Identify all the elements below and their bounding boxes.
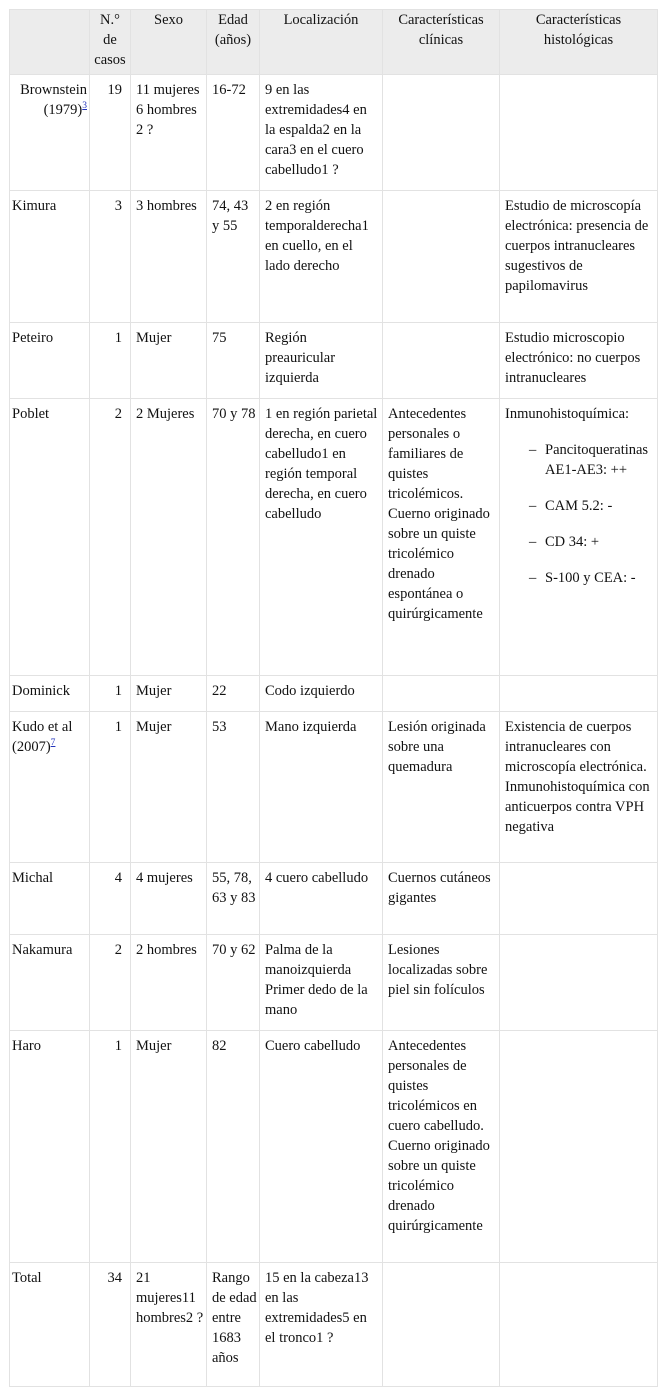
author-cell: Poblet bbox=[10, 399, 90, 676]
table-row bbox=[10, 712, 658, 863]
cases-cell: 2 bbox=[90, 399, 131, 676]
location-cell: Palma de la manoizquierda Primer dedo de la mano bbox=[260, 935, 383, 1031]
header-localizacion: Localización bbox=[260, 10, 383, 75]
histology-cell: Estudio microscopio electrónico: no cuerpos intranucleares bbox=[500, 323, 658, 399]
histology-list-item: – CAM 5.2: - bbox=[529, 496, 655, 516]
clinical-cell bbox=[383, 323, 500, 399]
table-row bbox=[10, 191, 658, 323]
location-cell: Región preauricular izquierda bbox=[260, 323, 383, 399]
sex-cell: Mujer bbox=[131, 676, 207, 712]
histology-cell bbox=[500, 75, 658, 191]
header-edad: Edad (años) bbox=[207, 10, 260, 75]
table-row bbox=[10, 323, 658, 399]
author-cell: Nakamura bbox=[10, 935, 90, 1031]
sex-cell: 3 hombres bbox=[131, 191, 207, 323]
header-row bbox=[10, 10, 658, 75]
age-cell: 70 y 62 bbox=[207, 935, 260, 1031]
clinical-cell: Lesión originada sobre una quemadura bbox=[383, 712, 500, 863]
location-cell: Mano izquierda bbox=[260, 712, 383, 863]
table-row bbox=[10, 935, 658, 1031]
header-histologicas: Características histológicas bbox=[500, 10, 658, 75]
location-cell: 4 cuero cabelludo bbox=[260, 863, 383, 935]
age-cell: 75 bbox=[207, 323, 260, 399]
histology-cell bbox=[500, 399, 658, 676]
sex-cell: Mujer bbox=[131, 1031, 207, 1263]
age-cell: 16-72 bbox=[207, 75, 260, 191]
table-row bbox=[10, 676, 658, 712]
cases-cell: 1 bbox=[90, 712, 131, 863]
histology-cell bbox=[500, 676, 658, 712]
location-cell: 9 en las extremidades4 en la espalda2 en la cara3 en el cuero cabelludo1 ? bbox=[260, 75, 383, 191]
table-row bbox=[10, 863, 658, 935]
clinical-cell: Lesiones localizadas sobre piel sin folículos bbox=[383, 935, 500, 1031]
author-name: Brownstein (1979) bbox=[20, 82, 87, 118]
author-cell: Total bbox=[10, 1263, 90, 1387]
sex-cell: Mujer bbox=[131, 323, 207, 399]
histology-cell bbox=[500, 1263, 658, 1387]
location-cell: Codo izquierdo bbox=[260, 676, 383, 712]
author-cell: Haro bbox=[10, 1031, 90, 1263]
cases-cell: 1 bbox=[90, 1031, 131, 1263]
location-cell: 15 en la cabeza13 en las extremidades5 en el tronco1 ? bbox=[260, 1263, 383, 1387]
cases-cell: 34 bbox=[90, 1263, 131, 1387]
age-cell: 74, 43 y 55 bbox=[207, 191, 260, 323]
header-autor bbox=[10, 10, 90, 75]
header-clinicas: Características clínicas bbox=[383, 10, 500, 75]
histology-cell bbox=[500, 863, 658, 935]
sex-cell: 11 mujeres 6 hombres 2 ? bbox=[131, 75, 207, 191]
age-cell: 82 bbox=[207, 1031, 260, 1263]
age-cell: 53 bbox=[207, 712, 260, 863]
cases-cell: 19 bbox=[90, 75, 131, 191]
table-row-total bbox=[10, 1263, 658, 1387]
histology-list-item: – S-100 y CEA: - bbox=[529, 568, 655, 588]
author-cell: Dominick bbox=[10, 676, 90, 712]
cases-cell: 1 bbox=[90, 676, 131, 712]
author-name: Kudo et al (2007) bbox=[12, 719, 73, 755]
clinical-cell bbox=[383, 676, 500, 712]
table-row bbox=[10, 1031, 658, 1263]
sex-cell: 2 hombres bbox=[131, 935, 207, 1031]
author-cell bbox=[10, 712, 90, 863]
cases-cell: 3 bbox=[90, 191, 131, 323]
clinical-cell: Antecedentes personales o familiares de quistes tricolémicos. Cuerno originado sobre un quiste tricolémico drenado espontánea o quirúrgicamente bbox=[383, 399, 500, 676]
location-cell: 1 en región parietal derecha, en cuero cabelludo1 en región temporal derecha, en cuero cabelludo bbox=[260, 399, 383, 676]
author-cell: Peteiro bbox=[10, 323, 90, 399]
header-casos: N.° de casos bbox=[90, 10, 131, 75]
author-cell: Michal bbox=[10, 863, 90, 935]
histology-cell: Estudio de microscopía electrónica: presencia de cuerpos intranucleares sugestivos de papilomavirus bbox=[500, 191, 658, 323]
clinical-cell: Antecedentes personales de quistes tricolémicos en cuero cabelludo. Cuerno originado sobre un quiste tricolémico drenado quirúrgicamente bbox=[383, 1031, 500, 1263]
clinical-cell bbox=[383, 75, 500, 191]
author-cell bbox=[10, 75, 90, 191]
cases-cell: 2 bbox=[90, 935, 131, 1031]
histology-cell: Existencia de cuerpos intranucleares con microscopía electrónica. Inmunohistoquímica con anticuerpos contra VPH negativa bbox=[500, 712, 658, 863]
clinical-cell bbox=[383, 191, 500, 323]
sex-cell: Mujer bbox=[131, 712, 207, 863]
reference-link[interactable]: 7 bbox=[50, 738, 56, 749]
table-row bbox=[10, 75, 658, 191]
clinical-cell bbox=[383, 1263, 500, 1387]
reference-link[interactable]: 3 bbox=[82, 101, 87, 112]
sex-cell: 2 Mujeres bbox=[131, 399, 207, 676]
histology-heading: Inmunohistoquímica: bbox=[505, 406, 630, 422]
sex-cell: 4 mujeres bbox=[131, 863, 207, 935]
age-cell: 22 bbox=[207, 676, 260, 712]
histology-list-item: – CD 34: + bbox=[529, 532, 655, 552]
age-cell: Rango de edad entre 1683 años bbox=[207, 1263, 260, 1387]
cases-table bbox=[9, 9, 658, 1387]
sex-cell: 21 mujeres11 hombres2 ? bbox=[131, 1263, 207, 1387]
location-cell: Cuero cabelludo bbox=[260, 1031, 383, 1263]
cases-cell: 4 bbox=[90, 863, 131, 935]
age-cell: 55, 78, 63 y 83 bbox=[207, 863, 260, 935]
histology-list-item: – Pancitoqueratinas AE1-AE3: ++ bbox=[529, 440, 655, 480]
table-row bbox=[10, 399, 658, 676]
clinical-cell: Cuernos cutáneos gigantes bbox=[383, 863, 500, 935]
cases-cell: 1 bbox=[90, 323, 131, 399]
histology-list bbox=[505, 440, 655, 588]
author-cell: Kimura bbox=[10, 191, 90, 323]
age-cell: 70 y 78 bbox=[207, 399, 260, 676]
histology-cell bbox=[500, 935, 658, 1031]
location-cell: 2 en región temporalderecha1 en cuello, en el lado derecho bbox=[260, 191, 383, 323]
header-sexo: Sexo bbox=[131, 10, 207, 75]
histology-cell bbox=[500, 1031, 658, 1263]
